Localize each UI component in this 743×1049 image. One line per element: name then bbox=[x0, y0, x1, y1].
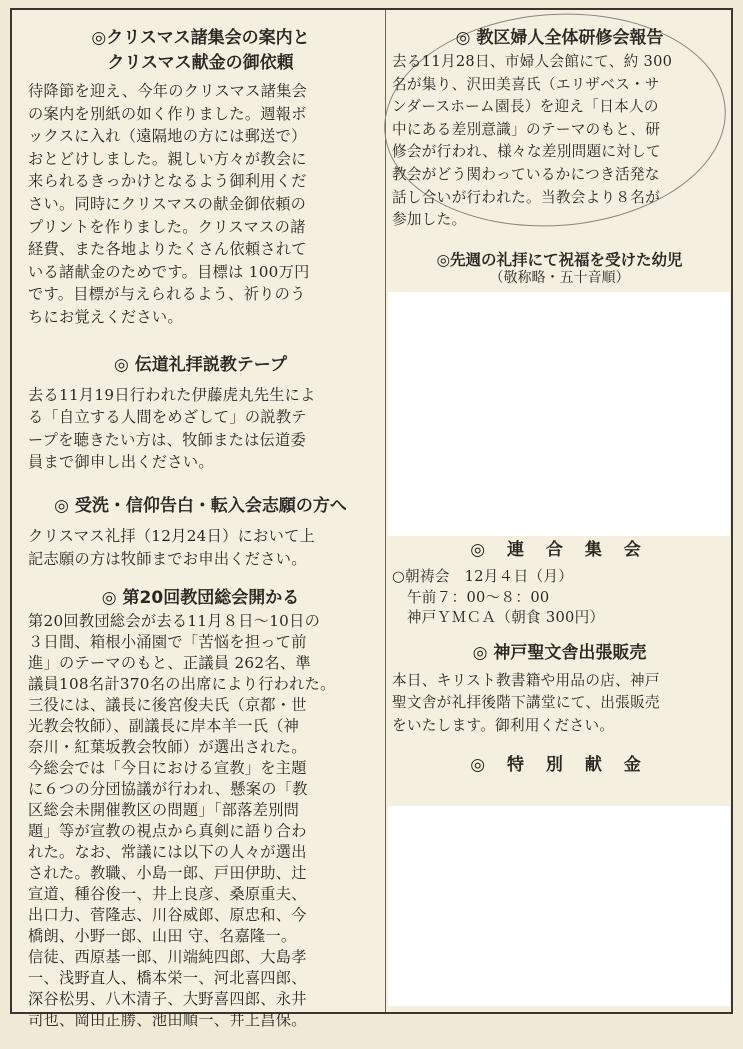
sermon-tape-body bbox=[28, 384, 373, 474]
body-line: 宣道、種谷俊一、井上良彦、桑原重夫、 bbox=[28, 885, 307, 904]
bookstore-sale-section bbox=[392, 643, 727, 738]
bookstore-sale-title: ◎ 神戸聖文舎出張販売 bbox=[472, 642, 647, 663]
body-line: 聖文舎が礼拝後階下講堂にて、出張販売 bbox=[392, 694, 660, 712]
womens-seminar-body bbox=[392, 51, 727, 232]
body-line: 一、浅野直人、橋本栄一、河北喜四郎、 bbox=[28, 969, 307, 988]
body-line: 経費、また各地よりたくさん依頼されて bbox=[28, 240, 307, 259]
baptism-title: ◎ 受洗・信仰告白・転入会志願の方へ bbox=[54, 495, 347, 516]
body-line: 待降節を迎え、今年のクリスマス諸集会 bbox=[28, 82, 308, 100]
left-column bbox=[28, 28, 373, 1049]
body-line: 去る11月19日行われた伊藤虎丸先生によ bbox=[28, 385, 316, 404]
body-line: クリスマス礼拝（12月24日）において上 bbox=[28, 526, 316, 545]
body-line: 修会が行われ、様々な差別問題に対して bbox=[392, 143, 661, 161]
body-line: された。教職、小島一郎、戸田伊助、辻 bbox=[28, 864, 307, 883]
infant-blessing-subtitle: （敬称略・五十音順） bbox=[489, 269, 630, 286]
body-line: の案内を別紙の如く作りました。週報ボ bbox=[28, 104, 307, 123]
body-line: プリントを作りました。クリスマスの諸 bbox=[28, 217, 306, 236]
body-line: をいたします。御利用ください。 bbox=[392, 716, 615, 734]
redacted-infant-list bbox=[388, 292, 730, 536]
right-column-lower bbox=[392, 540, 727, 794]
body-line: 光教会牧師）、副議長に岸本羊一氏（神 bbox=[28, 717, 300, 736]
body-line: 第20回教団総会が去る11月８日〜10日の bbox=[28, 612, 321, 631]
column-divider bbox=[385, 10, 386, 1012]
body-line: れた。なお、常議には以下の人々が選出 bbox=[28, 843, 307, 862]
joint-meeting-title: ◎ 連 合 集 会 bbox=[470, 540, 649, 560]
womens-seminar-title: ◎ 教区婦人全体研修会報告 bbox=[455, 28, 664, 48]
body-line: 橋朗、小野一郎、山田 守、名嘉隆一。 bbox=[28, 927, 297, 946]
body-line: いる諸献金のためです。目標は 100万円 bbox=[28, 262, 310, 281]
joint-meeting-body bbox=[392, 567, 727, 629]
joint-meeting-section bbox=[392, 540, 727, 629]
body-line: 奈川・紅葉坂教会牧師）が選出された。 bbox=[28, 738, 307, 757]
baptism-section bbox=[28, 496, 373, 570]
body-line: 題」等が宣教の視点から真剣に語り合わ bbox=[28, 822, 307, 841]
body-line: 議員108名計370名の出席により行われた。 bbox=[28, 675, 336, 694]
christmas-section bbox=[28, 28, 373, 329]
body-line: おとどけしました。親しい方々が教会に bbox=[28, 149, 307, 168]
body-line: 午前７：00〜８：00 bbox=[392, 588, 550, 606]
body-line: る「自立する人間をめざして」の説教テ bbox=[28, 408, 307, 427]
body-line: 去る11月28日、市婦人会館にて、約 300 bbox=[392, 53, 673, 70]
body-line: 中にある差別意識」のテーマのもと、研 bbox=[392, 120, 661, 138]
special-offering-title: ◎ 特 別 献 金 bbox=[470, 755, 649, 776]
body-line: 神戸ＹＭＣＡ（朝食 300円） bbox=[392, 609, 605, 626]
body-line: ックスに入れ（遠隔地の方には郵送で） bbox=[28, 127, 307, 146]
infant-blessing-section bbox=[392, 250, 727, 287]
body-line: 員まで御申し出ください。 bbox=[28, 453, 214, 472]
body-line: ンダースホーム園長）を迎え「日本人の bbox=[392, 98, 659, 116]
bulletin-page bbox=[10, 8, 733, 1030]
body-line: 信徒、西原基一郎、川端純四郎、大島孝 bbox=[28, 948, 307, 967]
general-assembly-section bbox=[28, 588, 373, 1031]
body-line: 出口力、菅隆志、川谷威郎、原忠和、今 bbox=[28, 906, 307, 925]
body-line: 参加した。 bbox=[392, 211, 467, 229]
body-line: 名が集り、沢田美喜氏（エリザベス・サ bbox=[392, 75, 660, 93]
body-line: 司也、岡田正勝、池田順一、井上昌保。 bbox=[28, 1011, 307, 1030]
baptism-body bbox=[28, 525, 373, 570]
body-line: 本日、キリスト教書籍や用品の店、神戸 bbox=[392, 671, 660, 689]
body-line: 深谷松男、八木清子、大野喜四郎、永井 bbox=[28, 990, 307, 1009]
body-line: 記志願の方は牧師までお申出ください。 bbox=[28, 549, 307, 568]
body-line: ３日間、箱根小涌園で「苦悩を担って前 bbox=[28, 633, 307, 652]
christmas-body bbox=[28, 80, 373, 329]
special-offering-section bbox=[392, 755, 727, 776]
body-line: に６つの分団協議が行われ、懸案の「教 bbox=[28, 780, 308, 799]
christmas-title-line2: クリスマス献金の御依頼 bbox=[107, 53, 294, 73]
body-line: ちにお覚えください。 bbox=[28, 307, 183, 326]
body-line: ○朝祷会 12月４日（月） bbox=[392, 568, 574, 585]
sermon-tape-title: ◎ 伝道礼拝説教テープ bbox=[114, 354, 287, 375]
right-column bbox=[392, 28, 727, 305]
body-line: 話し合いが行われた。当教会より８名が bbox=[392, 188, 661, 206]
body-line: 教会がどう関わっているかにつき活発な bbox=[392, 165, 660, 183]
womens-seminar-section bbox=[392, 28, 727, 232]
redacted-offering-list bbox=[388, 806, 730, 1006]
general-assembly-body bbox=[28, 611, 373, 1031]
general-assembly-title: ◎ 第20回教団総会開かる bbox=[101, 588, 300, 609]
body-line: 進」のテーマのもと、正議員 262名、準 bbox=[28, 654, 311, 673]
body-line: 区総会未開催教区の問題」「部落差別問 bbox=[28, 801, 300, 820]
body-line: 来られるきっかけとなるよう御利用くだ bbox=[28, 172, 307, 191]
body-line: 三役には、議長に後宮俊夫氏（京都・世 bbox=[28, 696, 307, 715]
christmas-title-line1: ◎クリスマス諸集会の案内と bbox=[91, 28, 310, 48]
infant-blessing-title: ◎先週の礼拝にて祝福を受けた幼児 bbox=[436, 250, 683, 269]
bookstore-sale-body bbox=[392, 670, 727, 738]
sermon-tape-section bbox=[28, 355, 373, 474]
body-line: です。目標が与えられるよう、祈りのう bbox=[28, 285, 306, 304]
body-line: 今総会では「今日における宣教」を主題 bbox=[28, 759, 307, 778]
body-line: さい。同時にクリスマスの献金御依頼の bbox=[28, 194, 307, 213]
body-line: ープを聴きたい方は、牧師または伝道委 bbox=[28, 430, 307, 449]
